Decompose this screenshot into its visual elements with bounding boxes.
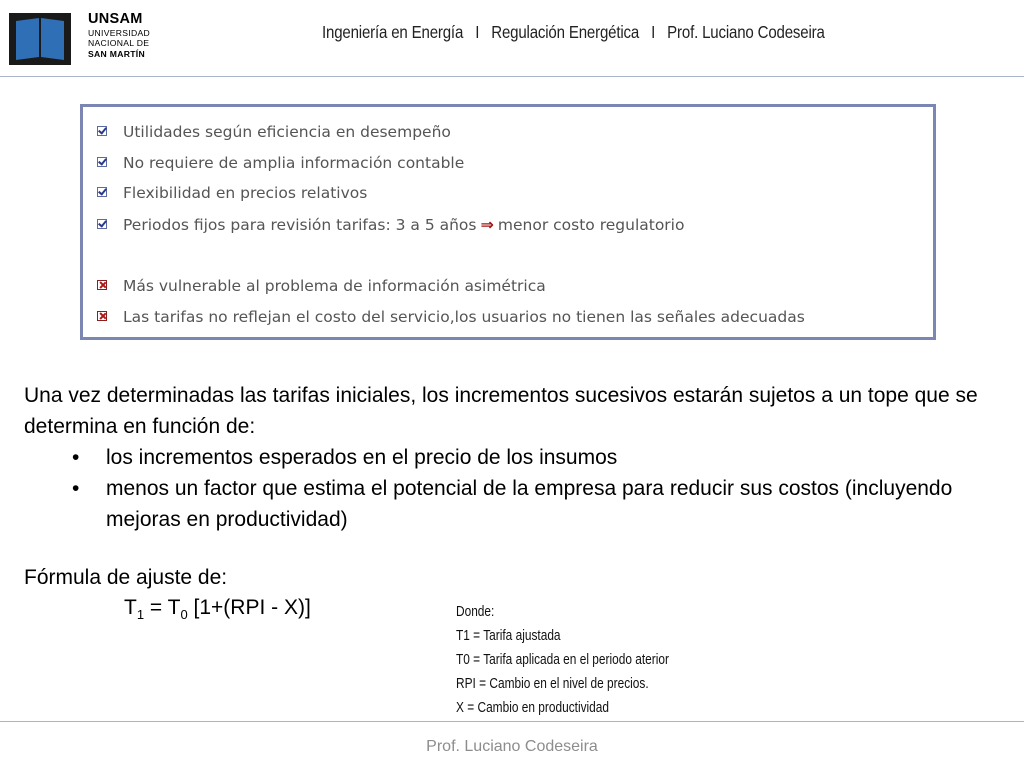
con-item-text: Más vulnerable al problema de información asimétrica [123, 277, 546, 295]
intro-paragraph: Una vez determinadas las tarifas iniciales, los incrementos sucesivos estarán sujetos a un tope que se determina en función de: [24, 384, 978, 438]
footer-divider [0, 721, 1024, 722]
formula-t1: T [124, 596, 137, 619]
con-item-text: Las tarifas no reflejan el costo del servicio,los usuarios no tienen las señales adecuadas [123, 308, 805, 326]
header-divider [0, 76, 1024, 77]
bullet-list [24, 442, 984, 535]
header-separator: I [475, 22, 480, 42]
header-subject: Regulación Energética [491, 22, 640, 42]
donde-line: RPI = Cambio en el nivel de precios. [456, 676, 649, 692]
donde-title: Donde: [456, 604, 495, 620]
legend-donde [456, 600, 669, 720]
bullet-text: menos un factor que estima el potencial de la empresa para reducir sus costos (incluyendo mejoras en productividad) [106, 477, 953, 531]
check-icon [97, 157, 107, 167]
pros-cons-box [80, 104, 936, 340]
cross-icon [97, 280, 107, 290]
check-icon [97, 219, 107, 229]
con-item [97, 308, 805, 326]
bullet-dot-icon: • [72, 446, 80, 469]
bullet-item [24, 442, 984, 473]
unsam-logo-icon [9, 13, 71, 65]
formula-t1-sub: 1 [136, 607, 145, 623]
logo-line-nacional: NACIONAL DE [88, 38, 150, 49]
pro-item-text-after: menor costo regulatorio [497, 216, 685, 234]
pro-item [97, 184, 367, 202]
donde-line: T1 = Tarifa ajustada [456, 628, 561, 644]
pro-item [97, 215, 684, 234]
check-icon [97, 187, 107, 197]
university-name [88, 12, 150, 58]
bullet-item [24, 473, 984, 535]
pro-item-text: Flexibilidad en precios relativos [123, 184, 368, 202]
double-arrow-icon: ⇒ [480, 215, 494, 234]
pro-item-text: No requiere de amplia información contable [123, 154, 465, 172]
header-separator: I [651, 22, 656, 42]
formula-title: Fórmula de ajuste de: [24, 566, 228, 589]
bullet-text: los incrementos esperados en el precio de los insumos [106, 446, 618, 469]
bullet-dot-icon: • [72, 477, 80, 500]
header-title [322, 22, 872, 50]
cross-icon [97, 311, 107, 321]
pro-item-text: Utilidades según eficiencia en desempeño [123, 123, 451, 141]
header-professor: Prof. Luciano Codeseira [667, 22, 825, 42]
donde-line: T0 = Tarifa aplicada en el periodo aterior [456, 652, 669, 668]
logo-line-san-martin: SAN MARTÍN [88, 48, 145, 59]
formula-t0-sub: 0 [180, 607, 188, 623]
header-course: Ingeniería en Energía [322, 22, 464, 42]
formula-eq: = T [144, 596, 181, 619]
formula-rest: [1+(RPI - X)] [187, 596, 311, 619]
check-icon [97, 126, 107, 136]
pro-item [97, 123, 451, 141]
pro-item-text: Periodos fijos para revisión tarifas: 3 a 5 años [123, 216, 477, 234]
donde-line: X = Cambio en productividad [456, 700, 610, 716]
logo-line-universidad: UNIVERSIDAD [88, 27, 151, 38]
formula [124, 596, 311, 622]
pro-item [97, 154, 464, 172]
con-item [97, 277, 546, 295]
body-text [24, 380, 984, 535]
logo-line-unsam: UNSAM [88, 11, 143, 27]
footer-text: Prof. Luciano Codeseira [426, 738, 598, 755]
